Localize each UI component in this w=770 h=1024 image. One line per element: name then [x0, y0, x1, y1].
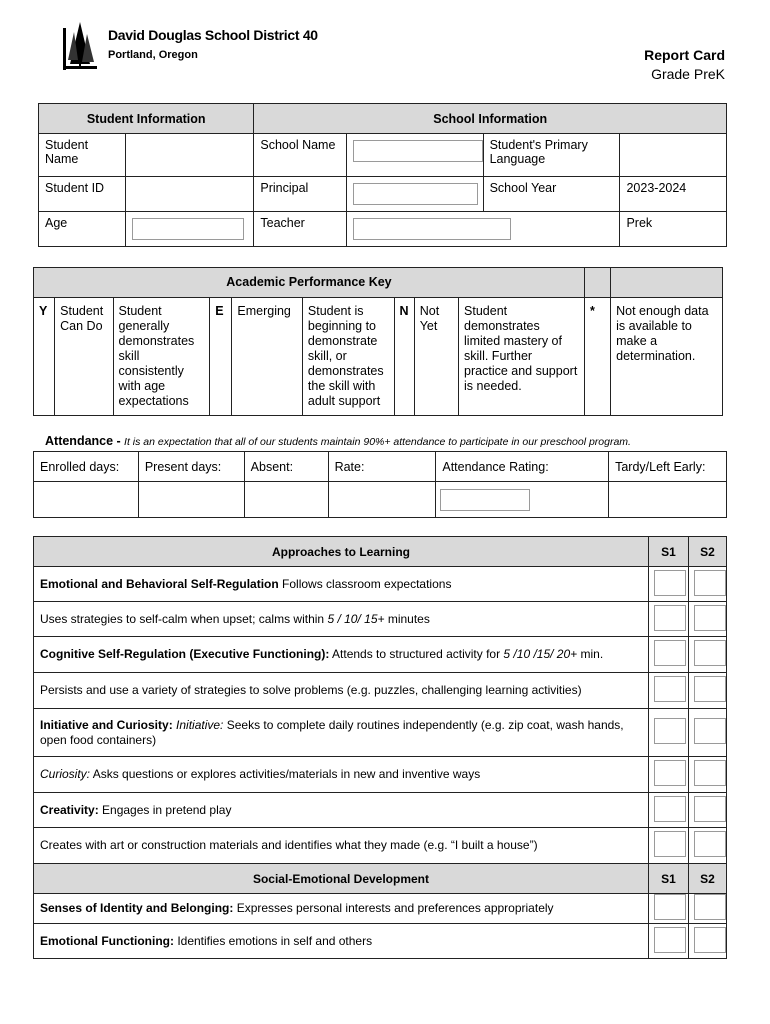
key-code-n: N: [394, 298, 414, 416]
teacher-input[interactable]: [353, 218, 511, 240]
school-year-label: School Year: [483, 177, 620, 212]
semester-1-score-input[interactable]: [654, 894, 686, 920]
section-title: Social-Emotional Development: [34, 864, 649, 894]
skills-table: [33, 536, 727, 959]
present-days-field[interactable]: [138, 482, 244, 518]
rate-header: Rate:: [328, 452, 436, 482]
attendance-expectation: It is an expectation that all of our students maintain 90%+ attendance to participate in our preschool program.: [124, 436, 631, 448]
semester-2-score-input[interactable]: [694, 676, 726, 702]
grade-value: Prek: [620, 212, 727, 247]
skill-domain: Emotional and Behavioral Self-Regulation: [40, 576, 279, 591]
attendance-rating-input[interactable]: [440, 489, 530, 511]
semester-1-score-input[interactable]: [654, 570, 686, 596]
key-heading-spacer-2: [611, 268, 723, 298]
school-name-input[interactable]: [353, 140, 483, 162]
student-id-field[interactable]: [126, 177, 254, 212]
semester-1-score-input[interactable]: [654, 640, 686, 666]
skill-subdomain: Curiosity:: [40, 767, 91, 781]
skill-row: [34, 757, 727, 793]
skill-description: [34, 894, 649, 924]
key-desc-e: Student is beginning to demonstrate skill, or demonstrates the skill with adult support: [302, 298, 394, 416]
skill-text-end: min.: [577, 647, 604, 661]
academic-performance-key: [33, 267, 723, 416]
skill-row: [34, 894, 727, 924]
semester-2-score-input[interactable]: [694, 927, 726, 953]
district-name: David Douglas School District 40: [108, 27, 318, 43]
semester-1-score-input[interactable]: [654, 831, 686, 857]
skill-description: [34, 709, 649, 757]
report-card-title: Report Card: [644, 47, 725, 63]
key-code-y: Y: [34, 298, 55, 416]
skill-text: Identifies emotions in self and others: [173, 933, 373, 948]
skill-description: [34, 637, 649, 673]
skill-description: [34, 924, 649, 959]
tardy-header: Tardy/Left Early:: [609, 452, 727, 482]
attendance-note: [45, 434, 631, 448]
present-days-header: Present days:: [138, 452, 244, 482]
attendance-rating-header: Attendance Rating:: [436, 452, 609, 482]
age-label: Age: [39, 212, 126, 247]
key-name-n: Not Yet: [414, 298, 458, 416]
semester-2-score-input[interactable]: [694, 760, 726, 786]
semester-1-score-input[interactable]: [654, 676, 686, 702]
skill-row: [34, 673, 727, 709]
absent-header: Absent:: [244, 452, 328, 482]
skill-domain: Initiative and Curiosity:: [40, 717, 173, 732]
semester-2-score-input[interactable]: [694, 605, 726, 631]
skill-description: [34, 828, 649, 864]
key-heading: Academic Performance Key: [34, 268, 585, 298]
absent-field[interactable]: [244, 482, 328, 518]
skill-description: [34, 567, 649, 602]
skill-text: Asks questions or explores activities/materials in new and inventive ways: [90, 767, 481, 781]
key-heading-spacer: [584, 268, 610, 298]
skill-row: [34, 602, 727, 637]
age-input[interactable]: [132, 218, 244, 240]
skill-domain: Cognitive Self-Regulation (Executive Functioning):: [40, 647, 330, 661]
skill-row: [34, 567, 727, 602]
teacher-label: Teacher: [254, 212, 346, 247]
skill-row: [34, 637, 727, 673]
semester-1-score-input[interactable]: [654, 718, 686, 744]
school-year-value: 2023-2024: [620, 177, 727, 212]
skill-text: Engages in pretend play: [98, 802, 232, 817]
semester-2-score-input[interactable]: [694, 718, 726, 744]
rate-field[interactable]: [328, 482, 436, 518]
principal-input[interactable]: [353, 183, 478, 205]
student-id-label: Student ID: [39, 177, 126, 212]
skill-domain: Emotional Functioning:: [40, 933, 174, 948]
skill-domain: Senses of Identity and Belonging:: [40, 901, 234, 915]
skill-row: [34, 924, 727, 959]
attendance-table: [33, 451, 727, 518]
semester-2-score-input[interactable]: [694, 640, 726, 666]
tardy-field[interactable]: [609, 482, 727, 518]
skill-range: 5 /10 /15/ 20+: [503, 647, 578, 661]
key-code-star: *: [584, 298, 610, 416]
skill-range: 5 / 10/ 15+: [327, 611, 385, 626]
skill-text: Uses strategies to self-calm when upset; calms within: [40, 611, 328, 626]
semester-1-score-input[interactable]: [654, 927, 686, 953]
skill-row: [34, 709, 727, 757]
skill-text-end: minutes: [384, 611, 430, 626]
school-info-heading: School Information: [254, 104, 727, 134]
skill-description: [34, 757, 649, 793]
skill-text: Attends to structured activity for: [329, 647, 504, 661]
skill-description: [34, 793, 649, 828]
school-name-label: School Name: [254, 134, 346, 177]
semester-2-score-input[interactable]: [694, 796, 726, 822]
primary-language-label: Student's Primary Language: [483, 134, 620, 177]
student-info-heading: Student Information: [39, 104, 254, 134]
key-code-e: E: [210, 298, 232, 416]
key-desc-y: Student generally demonstrates skill consistently with age expectations: [113, 298, 210, 416]
section-title: Approaches to Learning: [34, 537, 649, 567]
report-card-grade: Grade PreK: [651, 66, 725, 82]
semester-1-score-input[interactable]: [654, 760, 686, 786]
semester-2-score-input[interactable]: [694, 831, 726, 857]
key-name-y: Student Can Do: [55, 298, 113, 416]
skill-text: Follows classroom expectations: [278, 576, 452, 591]
enrolled-days-header: Enrolled days:: [34, 452, 139, 482]
semester-1-score-input[interactable]: [654, 796, 686, 822]
attendance-label: Attendance -: [45, 434, 121, 448]
principal-label: Principal: [254, 177, 346, 212]
skill-text: Expresses personal interests and preferences appropriately: [233, 901, 554, 915]
skill-subdomain: Initiative:: [172, 717, 224, 732]
key-name-e: Emerging: [232, 298, 303, 416]
skill-text: Persists and use a variety of strategies to solve problems (e.g. puzzles, challenging learning activities): [40, 683, 582, 697]
skill-domain: Creativity:: [40, 802, 99, 817]
student-name-label: Student Name: [39, 134, 126, 177]
key-desc-n: Student demonstrates limited mastery of skill. Further practice and support is needed.: [459, 298, 585, 416]
district-city: Portland, Oregon: [108, 49, 198, 61]
primary-language-field[interactable]: [620, 134, 727, 177]
skill-row: [34, 828, 727, 864]
semester-2-header: S2: [688, 864, 726, 894]
skill-description: [34, 602, 649, 637]
semester-2-score-input[interactable]: [694, 570, 726, 596]
student-name-field[interactable]: [126, 134, 254, 177]
key-desc-star: Not enough data is available to make a determination.: [611, 298, 723, 416]
semester-2-score-input[interactable]: [694, 894, 726, 920]
skill-row: [34, 793, 727, 828]
skill-text: Seeks to complete daily routines independently (e.g. zip coat, wash hands, open food containers): [40, 717, 624, 747]
semester-1-score-input[interactable]: [654, 605, 686, 631]
skill-text: Creates with art or construction materials and identifies what they made (e.g. “I built a house”): [40, 838, 538, 852]
semester-2-header: S2: [688, 537, 726, 567]
student-school-info-table: [38, 103, 727, 247]
skill-description: [34, 673, 649, 709]
semester-1-header: S1: [649, 537, 689, 567]
semester-1-header: S1: [649, 864, 689, 894]
enrolled-days-field[interactable]: [34, 482, 139, 518]
tree-logo-icon: [62, 20, 98, 70]
